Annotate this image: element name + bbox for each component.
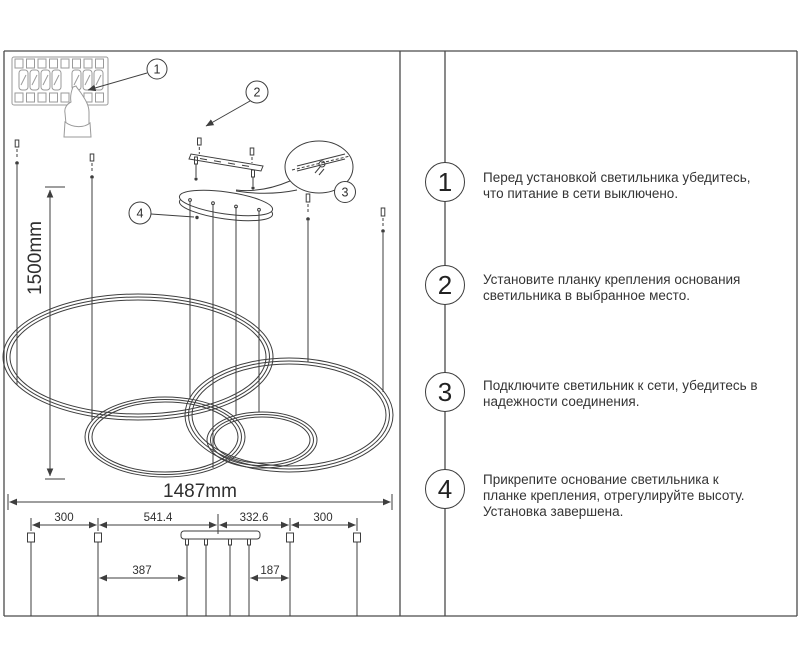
ring-icons (3, 294, 393, 477)
svg-text:2: 2 (253, 85, 261, 100)
svg-text:541.4: 541.4 (143, 512, 173, 524)
ring-large (3, 294, 273, 420)
step-4-text: Прикрепите основание светильника к планке крепления, отрегулируйте высоту. Установка завершена. (483, 472, 745, 519)
step-2-number: 2 (437, 269, 453, 300)
step-3-badge (425, 372, 465, 412)
dim-width (8, 481, 392, 510)
step-1-badge (425, 162, 465, 202)
svg-text:332.6: 332.6 (239, 512, 269, 524)
callout-1-leader (88, 73, 147, 90)
step-1-text: Перед установкой светильника убедитесь, что питание в сети выключено. (483, 170, 751, 201)
svg-text:300: 300 (54, 512, 74, 524)
step-1-number: 1 (437, 166, 453, 197)
screw-icon (250, 148, 254, 155)
ring-small (207, 412, 317, 468)
ring-medium-left (85, 397, 245, 477)
ceiling-anchor-icon (15, 140, 19, 147)
mounting-bar-icon (189, 101, 263, 190)
pointing-hand-icon (65, 86, 89, 128)
svg-text:300: 300 (313, 512, 333, 524)
ceiling-anchor-icon (381, 208, 385, 216)
step-4-badge (425, 469, 465, 509)
step-3-text: Подключите светильник к сети, убедитесь в надежности соединения. (483, 378, 758, 409)
ring-medium-right (185, 358, 393, 472)
callout-4-leader (151, 214, 194, 217)
screw-icon (252, 170, 255, 177)
canopy-icon (178, 186, 274, 226)
ceiling-anchor-icon (306, 194, 310, 202)
step-2-badge (425, 265, 465, 305)
callout-2 (246, 81, 268, 103)
ceiling-anchor-icon (354, 533, 361, 542)
callout-2-leader (206, 101, 250, 126)
ceiling-anchor-icon (287, 533, 294, 542)
callout-4 (129, 202, 194, 224)
step-2-text: Установите планку крепления основания светильника в выбранное место. (483, 272, 741, 303)
ceiling-anchor-icon (95, 533, 102, 542)
callout-1 (88, 59, 167, 90)
svg-text:4: 4 (136, 206, 144, 221)
svg-text:3: 3 (341, 185, 349, 200)
front-view (28, 512, 361, 616)
sheet-frame (4, 51, 797, 616)
step-4-number: 4 (437, 473, 453, 504)
canopy-front (181, 531, 260, 539)
breaker-panel-icon (12, 57, 108, 137)
ceiling-anchor-icon (90, 154, 94, 161)
ceiling-anchor-icon (28, 533, 35, 542)
svg-text:187: 187 (260, 565, 280, 577)
dim-height (25, 187, 65, 479)
svg-text:387: 387 (132, 565, 152, 577)
screw-icon (198, 138, 202, 145)
svg-text:1487mm: 1487mm (163, 481, 237, 502)
step-3-number: 3 (437, 376, 453, 407)
svg-text:1: 1 (153, 62, 161, 77)
svg-text:1500mm: 1500mm (25, 221, 46, 295)
